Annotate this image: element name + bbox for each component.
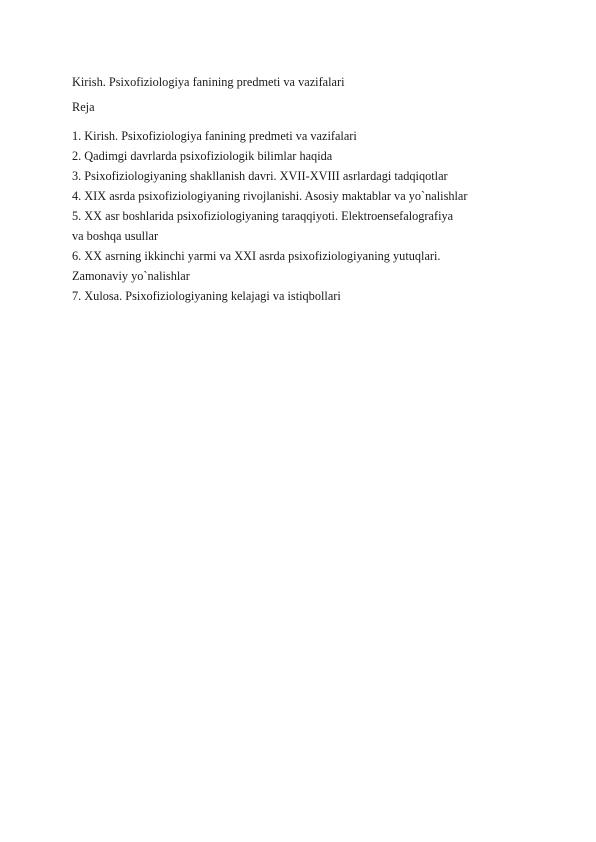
plan-item-text: 6. XX asrning ikkinchi yarmi va XXI asrda psixofiziologiyaning yutuqlari. bbox=[72, 249, 441, 263]
plan-item-text: 3. Psixofiziologiyaning shakllanish davri. XVII-XVIII asrlardagi tadqiqotlar bbox=[72, 169, 448, 183]
plan-item-text: 4. XIX asrda psixofiziologiyaning rivojlanishi. Asosiy maktablar va yo`nalishlar bbox=[72, 189, 468, 203]
plan-item-text: 7. Xulosa. Psixofiziologiyaning kelajagi va istiqbollari bbox=[72, 289, 341, 303]
plan-list bbox=[72, 126, 532, 306]
document-title: Kirish. Psixofiziologiya fanining predmeti va vazifalari bbox=[72, 75, 345, 89]
plan-item-7 bbox=[72, 286, 532, 306]
plan-item-text: 5. XX asr boshlarida psixofiziologiyaning taraqqiyoti. Elektroensefalografiya bbox=[72, 209, 454, 223]
plan-item-text: 2. Qadimgi davrlarda psixofiziologik bilimlar haqida bbox=[72, 149, 333, 163]
plan-item-1 bbox=[72, 126, 532, 146]
plan-item-2 bbox=[72, 146, 532, 166]
plan-item-5 bbox=[72, 206, 532, 246]
plan-item-4 bbox=[72, 186, 532, 206]
plan-item-3 bbox=[72, 166, 532, 186]
plan-label: Reja bbox=[72, 100, 95, 114]
plan-item-text-continued: Zamonaviy yo`nalishlar bbox=[72, 269, 190, 283]
plan-item-text: 1. Kirish. Psixofiziologiya fanining predmeti va vazifalari bbox=[72, 129, 357, 143]
plan-item-6 bbox=[72, 246, 532, 286]
document-content bbox=[72, 73, 532, 306]
plan-item-text-continued: va boshqa usullar bbox=[72, 229, 159, 243]
